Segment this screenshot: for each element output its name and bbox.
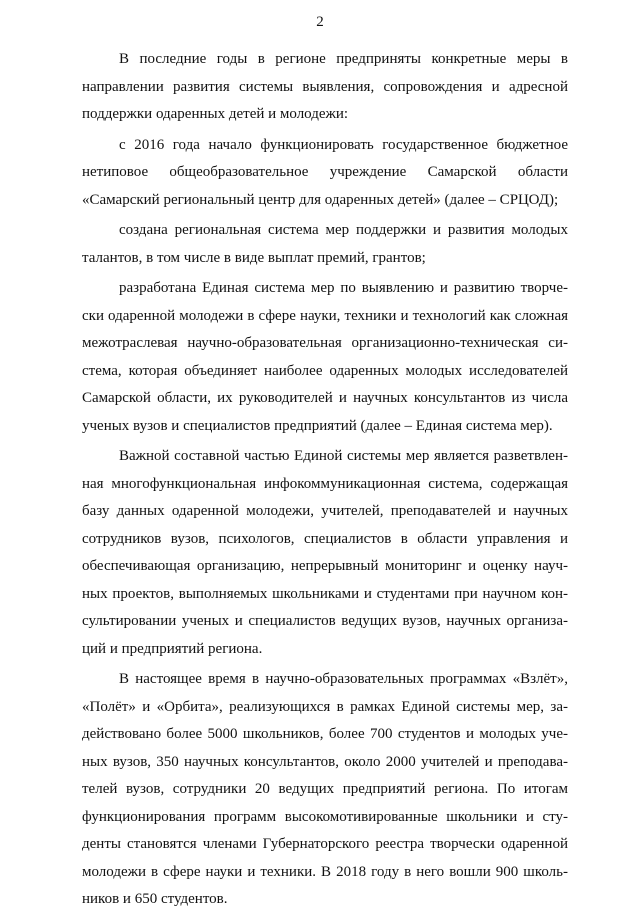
paragraph [82, 275, 568, 440]
text-line: направлении развития системы выявления, сопровождения и адресной [82, 78, 568, 95]
text-line: сотрудников вузов, психологов, специалистов в области управления и [82, 530, 568, 547]
text-line: «Полёт» и «Орбита», реализующихся в рамках Единой системы мер, за- [82, 698, 568, 715]
text-line: функционирования программ высокомотивированные школьники и сту- [82, 808, 568, 825]
text-line: Самарской области, их руководителей и научных консультантов из числа [82, 390, 568, 406]
text-line: межотраслевая научно-образовательная организационно-техническая си- [82, 335, 568, 351]
text-line: денты становятся членами Губернаторского реестра творчески одаренной [82, 836, 568, 852]
body-text [82, 46, 568, 914]
paragraph [82, 217, 568, 272]
paragraph [82, 132, 568, 215]
text-line: ных проектов, выполняемых школьниками и студентами при научном кон- [82, 585, 568, 602]
text-line: разработана Единая система мер по выявлению и развитию творче- [119, 280, 568, 296]
text-line: ученых вузов и специалистов предприятий (далее – Единая система мер). [82, 417, 553, 434]
text-line: базу данных одаренной молодежи, учителей, преподавателей и научных [82, 503, 568, 519]
paragraph [82, 443, 568, 663]
text-line: «Самарский региональный центр для одаренных детей» (далее – СРЦОД); [82, 191, 559, 208]
text-line: ций и предприятий региона. [82, 640, 263, 657]
text-line: ников и 650 студентов. [82, 891, 228, 907]
text-line: телей вузов, сотрудники 20 ведущих предприятий региона. По итогам [82, 781, 568, 797]
paragraph [82, 46, 568, 129]
text-line: обеспечивающая организацию, непрерывный мониторинг и оценку науч- [82, 558, 568, 574]
text-line: молодежи в сфере науки и техники. В 2018 году в него вошли 900 школь- [82, 863, 568, 880]
paragraph [82, 666, 568, 914]
text-line: Важной составной частью Единой системы мер является разветвлен- [119, 448, 568, 464]
text-line: талантов, в том числе в виде выплат премий, грантов; [82, 249, 426, 266]
text-line: поддержки одаренных детей и молодежи: [82, 106, 349, 122]
text-line: ная многофункциональная инфокоммуникационная система, содержащая [82, 475, 568, 492]
text-line: сультировании ученых и специалистов ведущих вузов, научных организа- [82, 613, 568, 629]
text-line: В последние годы в регионе предприняты конкретные меры в [119, 51, 568, 67]
text-line: стема, которая объединяет наиболее одаренных молодых исследователей [82, 362, 568, 379]
text-line: В настоящее время в научно-образовательных программах «Взлёт», [119, 671, 568, 687]
text-line: с 2016 года начало функционировать государственное бюджетное [119, 136, 568, 153]
page-number: 2 [316, 14, 324, 30]
text-line: создана региональная система мер поддержки и развития молодых [119, 222, 568, 238]
text-line: нетиповое общеобразовательное учреждение Самарской области [82, 164, 568, 180]
text-line: действовано более 5000 школьников, более 700 студентов и молодых уче- [82, 726, 568, 742]
text-line: ных вузов, 350 научных консультантов, около 2000 учителей и преподава- [82, 753, 568, 770]
text-line: ски одаренной молодежи в сфере науки, техники и технологий как сложная [82, 307, 568, 324]
